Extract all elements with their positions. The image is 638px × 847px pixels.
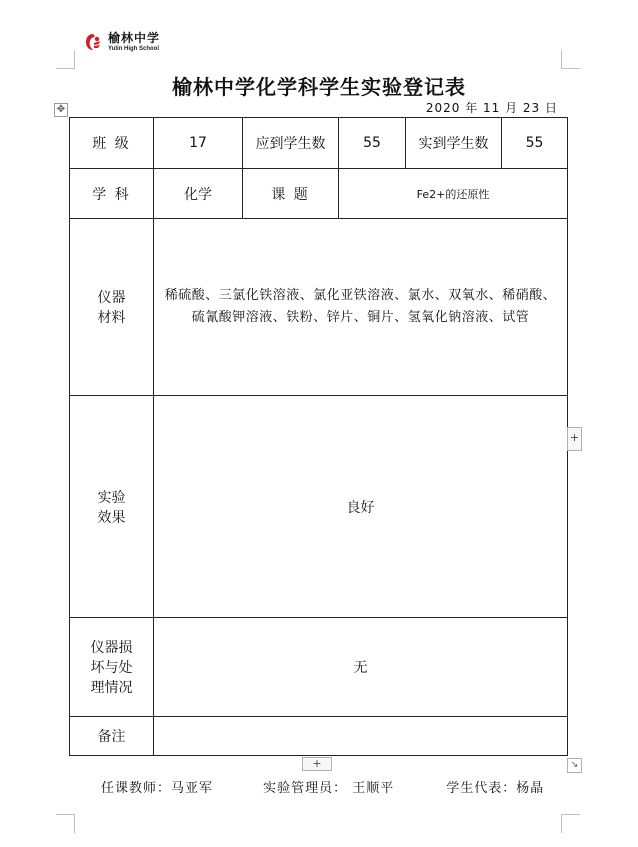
damage-value[interactable]: 无 [154, 618, 568, 717]
page-corner-mark-bottom-left [56, 814, 75, 833]
effect-value[interactable]: 良好 [154, 396, 568, 618]
damage-label [70, 618, 154, 717]
equipment-label-line1: 仪器 [97, 290, 126, 306]
equipment-label [70, 219, 154, 396]
registration-table [69, 117, 568, 756]
expected-students-label: 应到学生数 [243, 118, 339, 169]
effect-label [70, 396, 154, 618]
class-row [70, 118, 568, 169]
damage-label-line2: 坏与处 [90, 660, 133, 676]
equipment-value[interactable] [154, 219, 568, 396]
table-resize-handle-icon[interactable]: ↘ [567, 758, 582, 773]
school-name-en: Yulin High School [108, 46, 159, 52]
expected-students-value[interactable]: 55 [339, 118, 406, 169]
subject-row [70, 169, 568, 219]
school-name-cn: 榆林中学 [108, 31, 161, 45]
record-date: 2020 年 11 月 23 日 [425, 101, 558, 115]
damage-label-line3: 理情况 [90, 680, 133, 696]
notes-value[interactable] [154, 717, 568, 756]
student-representative-signature: 学生代表：杨晶 [446, 781, 545, 796]
notes-row [70, 717, 568, 756]
table-move-handle-icon[interactable]: ✥ [54, 103, 68, 117]
page-corner-mark-top-right [561, 50, 580, 69]
add-row-icon[interactable]: + [302, 757, 332, 771]
lab-manager-signature: 实验管理员： 王顺平 [263, 781, 395, 796]
class-label: 班 级 [70, 118, 154, 169]
equipment-label-line2: 材料 [97, 310, 126, 326]
effect-label-line1: 实验 [97, 489, 126, 506]
add-column-icon[interactable]: + [567, 427, 582, 451]
damage-row [70, 618, 568, 717]
notes-label: 备注 [70, 717, 154, 756]
signature-footer [101, 777, 544, 796]
page-corner-mark-bottom-right [561, 814, 580, 833]
actual-students-label: 实到学生数 [406, 118, 502, 169]
actual-students-value[interactable]: 55 [502, 118, 568, 169]
effect-row [70, 396, 568, 618]
equipment-text: 稀硫酸、三氯化铁溶液、氯化亚铁溶液、氯水、双氧水、稀硝酸、硫氰酸钾溶液、铁粉、锌片、铜片、氢氧化钠溶液、试管 [164, 288, 557, 325]
effect-label-line2: 效果 [97, 509, 126, 526]
document-title: 榆林中学化学科学生实验登记表 [172, 75, 466, 99]
topic-value[interactable]: Fe2+的还原性 [339, 169, 568, 219]
school-logo [82, 30, 160, 54]
teacher-signature: 任课教师：马亚军 [101, 781, 214, 796]
subject-value[interactable]: 化学 [154, 169, 243, 219]
page-corner-mark-top-left [56, 50, 75, 69]
damage-label-line1: 仪器损 [90, 640, 133, 656]
school-emblem-icon [82, 31, 104, 53]
topic-label: 课 题 [243, 169, 339, 219]
equipment-row [70, 219, 568, 396]
subject-label: 学 科 [70, 169, 154, 219]
class-value[interactable]: 17 [154, 118, 243, 169]
